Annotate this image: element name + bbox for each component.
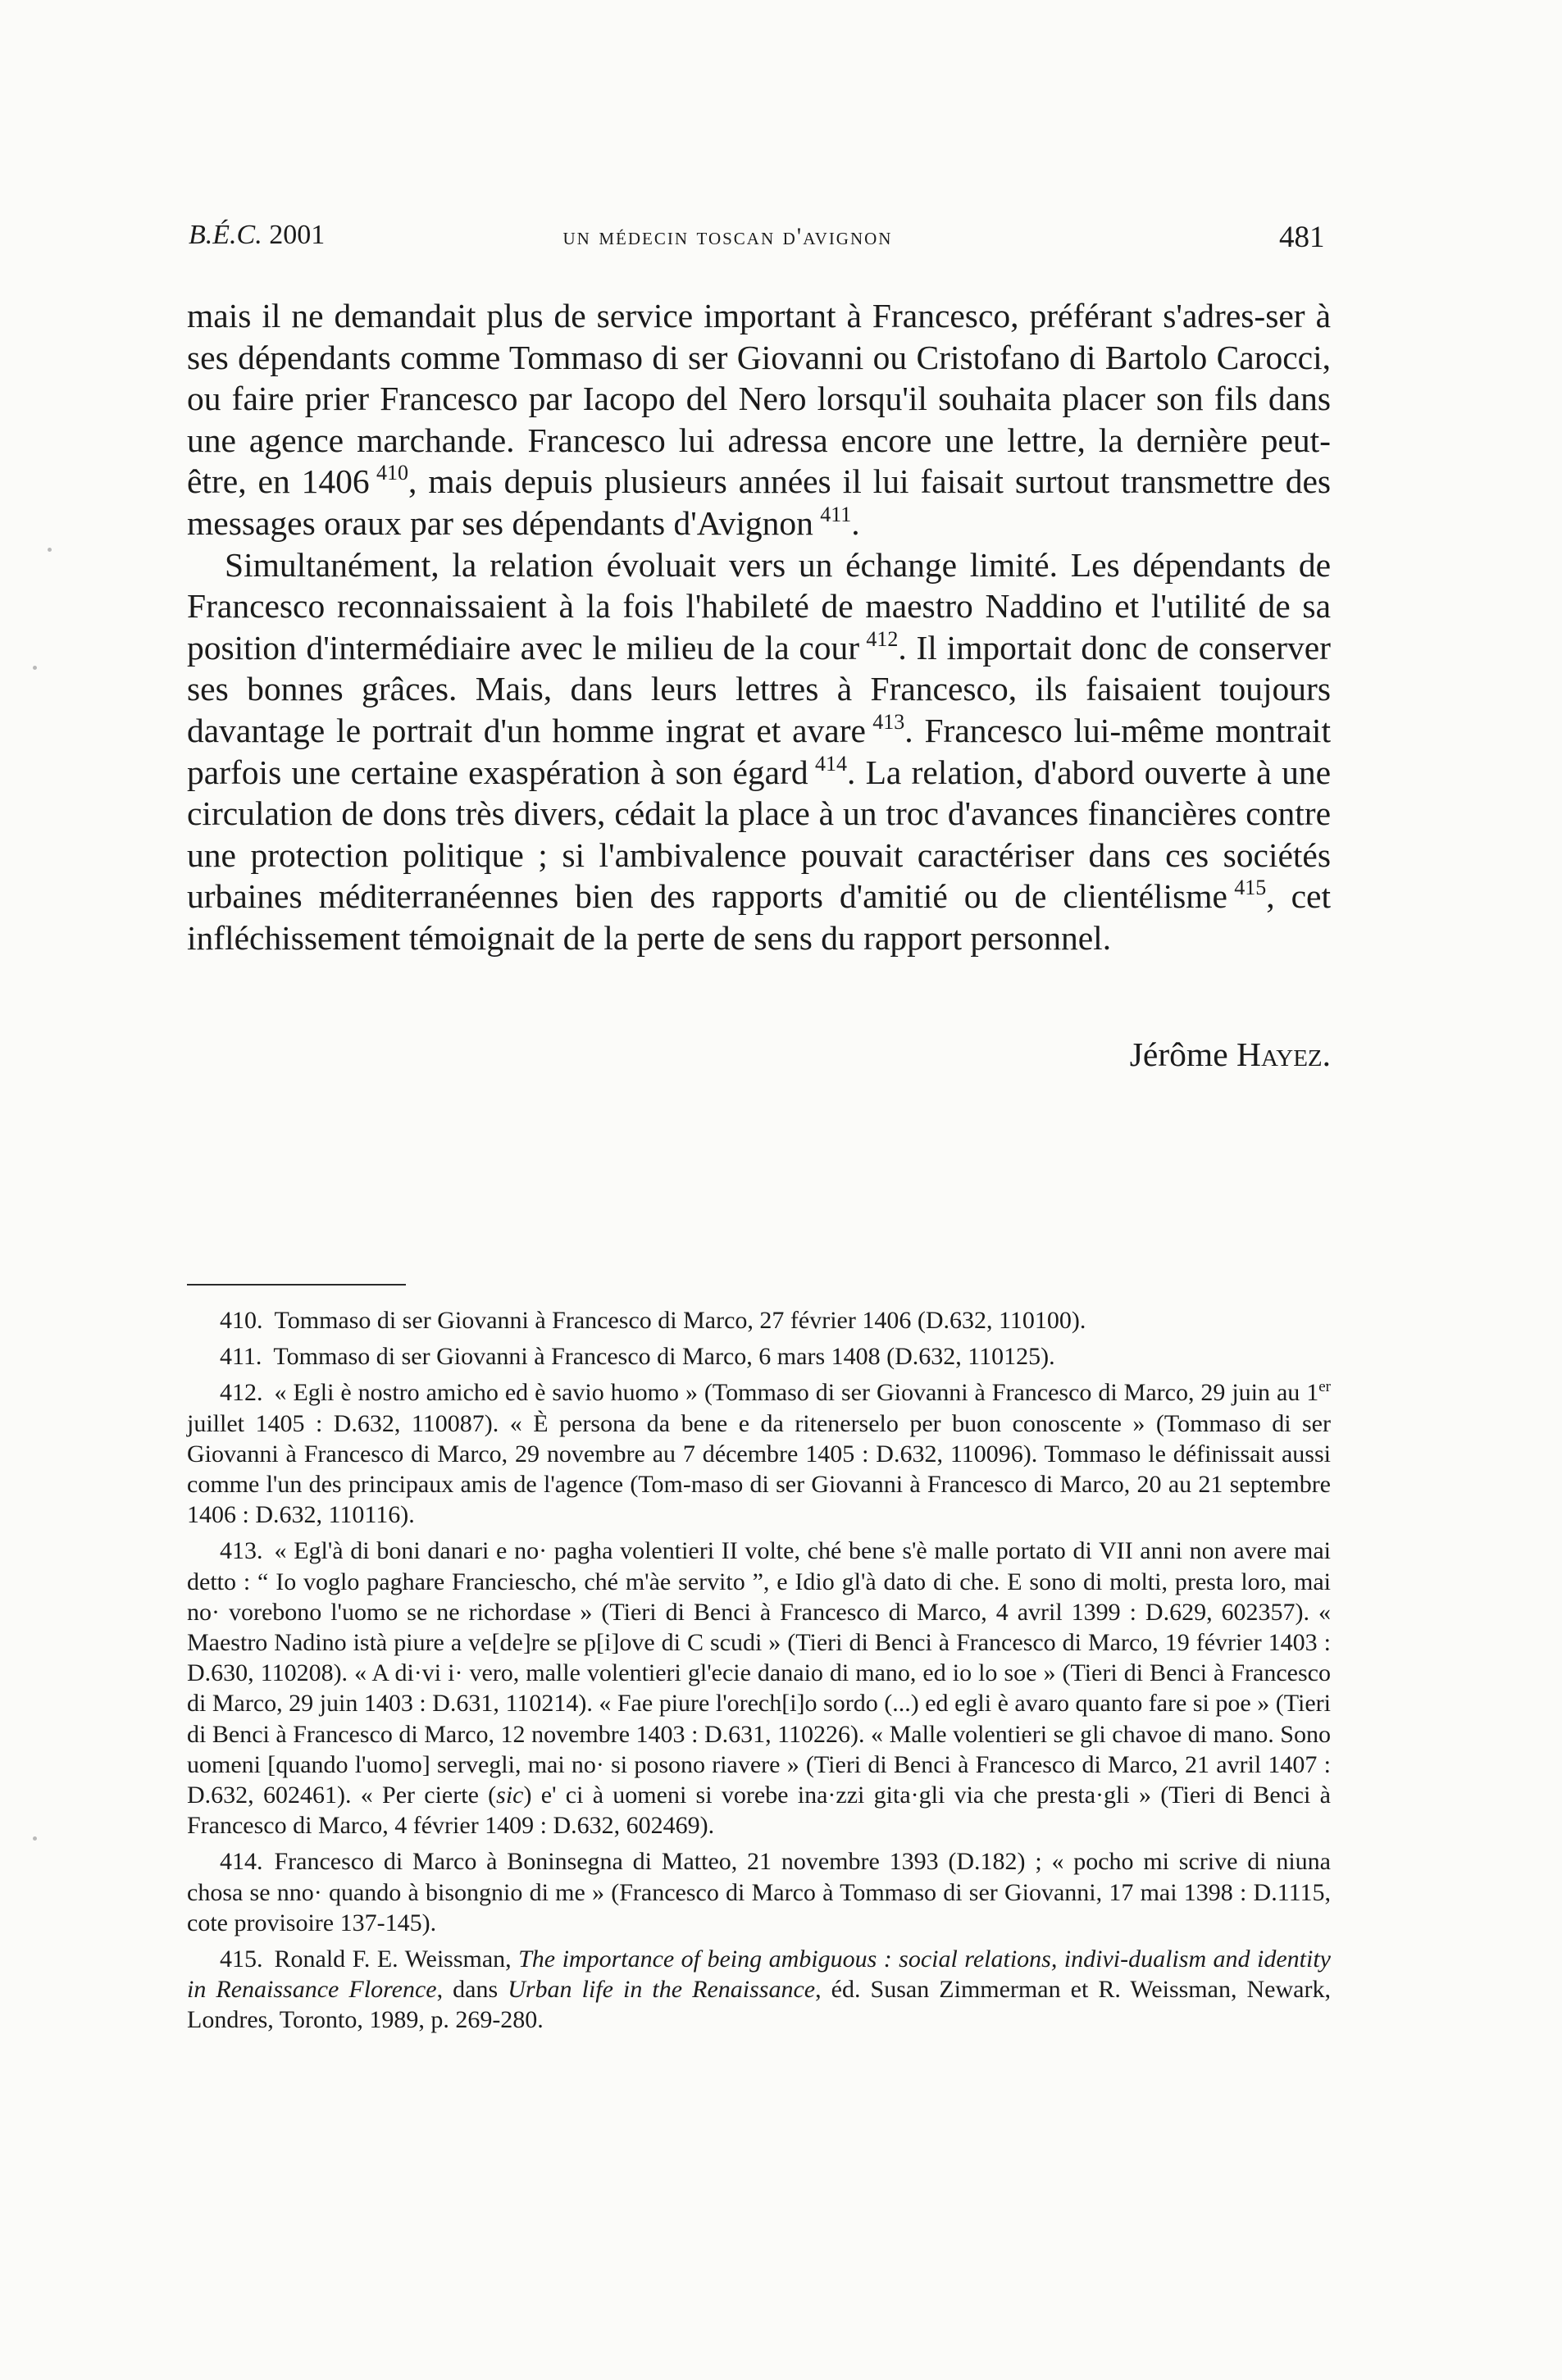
footnote-410 [187,1305,1331,1336]
footnote-text-b: , dans [436,1976,508,2004]
paragraph-1-text-b: , mais depuis plusieurs années il lui faisait surtout transmettre des messages oraux par ses dépendants d'Avignon [187,462,1332,542]
footnote-italic-title: Urban life in the Renaissance [508,1976,816,2004]
footnote-italic-title: The importance of being ambiguous : social relations, indivi-dualism and identity in Renaissance Florence [187,1945,1331,2004]
paragraph-2-text-e: , cet infléchissement témoignait de la perte de sens du rapport personnel. [187,877,1331,957]
footnote-ref-415[interactable]: 415 [1234,876,1267,900]
footnote-ref-413[interactable]: 413 [872,709,905,734]
footnote-text: Tommaso di ser Giovanni à Francesco di Marco, 27 février 1406 (D.632, 110100). [274,1307,1086,1334]
paragraph-1-text-c: . [851,503,860,542]
scan-speck [33,1836,37,1841]
footnote-text-a: « Egl'à di boni danari e no· pagha volentieri II volte, ché bene s'è malle portato di VII anni non avere mai detto : “ Io voglo paghare Franciescho, ché m'àe servito ”, e Idio gl'à dato di che. E sono di molti, presta loro, mai no· vorebono l'uomo se ne richordase » (Tieri di Benci à Francesco di Marco, 4 avril 1399 : D.629, 602357). « Maestro Nadino istà piure a ve[de]re se p[i]ove di C scudi » (Tieri di Benci à Francesco di Marco, 19 février 1403 : D.630, 110208). « A di·vi i· vero, malle volentieri gl'ecie danaio di mano, ed io lo soe » (Tieri di Benci à Francesco di Marco, 29 juin 1403 : D.631, 110214). « Fae piure l'orech[i]o sordo (...) ed egli è avaro quanto fare si poe » (Tieri di Benci à Francesco di Marco, 12 novembre 1403 : D.631, 110226). « Malle volentieri se gli chavoe di mano. Sono uomeni [quando l'uomo] servegli, mai no· si posono riavere » (Tieri di Benci à Francesco di Marco, 21 avril 1407 : D.632, 602461). « Per cierte ( [187,1537,1331,1809]
paragraph-2-text-a: Simultanément, la relation évoluait vers un échange limité. Les dépendants de Francesco reconnaissaient à la fois l'habileté de maestro Naddino et l'utilité de sa position d'intermédiaire avec le milieu de la cour [187,545,1331,667]
footnote-ref-412[interactable]: 412 [866,626,899,651]
footnotes [187,1305,1331,2041]
scan-speck [48,548,52,552]
paragraph-2-text-b: . Il importait donc de conserver ses bonnes grâces. Mais, dans leurs lettres à Francesco, ils faisaient toujours davantage le portrait d'un homme ingrat et avare [187,628,1331,749]
paragraph-1-text-a: mais il ne demandait plus de service important à Francesco, préférant s'adres-ser à ses dépendants comme Tommaso di ser Giovanni ou Cristofano di Bartolo Carocci, ou faire prier Francesco par Iacopo del Nero lorsqu'il souhaita placer son fils dans une agence marchande. Francesco lui adressa encore une lettre, la dernière peut-être, en 1406 [187,297,1331,501]
journal-abbreviation: B.É.C. [189,220,262,250]
footnote-number: 413. [220,1537,263,1565]
footnote-text-b: ) e' ci à uomeni si vorebe ina·zzi gita·gli via che presta·gli » (Tieri di Benci à Francesco di Marco, 4 février 1409 : D.632, 602469). [187,1782,1331,1840]
body-text [187,295,1331,959]
footnote-separator [187,1284,406,1286]
page-number: 481 [1279,221,1325,254]
footnote-number: 412. [220,1379,263,1407]
footnote-ref-414[interactable]: 414 [814,751,847,776]
signature-last-name: Hayez. [1236,1035,1331,1073]
footnote-ref-410[interactable]: 410 [376,461,408,485]
footnote-414 [187,1846,1331,1938]
paragraph-2-text-d: . La relation, d'abord ouverte à une circulation de dons très divers, cédait la place à un troc d'avances financières contre une protection politique ; si l'ambivalence pouvait caractériser dans ces sociétés urbaines méditerranéennes bien des rapports d'amitié ou de clientélisme [187,753,1332,916]
scan-speck [33,666,37,670]
footnote-text-a: « Egli è nostro amicho ed è savio huomo » (Tommaso di ser Giovanni à Francesco di Marco, 29 juin au 1 [274,1379,1319,1407]
paragraph-2 [187,544,1331,959]
running-title-text: un médecin toscan d'avignon [562,223,893,250]
footnote-number: 415. [220,1945,263,1973]
footnote-ref-411[interactable]: 411 [820,502,852,526]
footnote-italic-sic: sic [496,1782,524,1809]
signature-first-name: Jérôme [1129,1035,1228,1073]
footnote-412 [187,1377,1331,1530]
footnote-text-c: , éd. Susan Zimmerman et R. Weissman, Newark, Londres, Toronto, 1989, p. 269-280. [187,1976,1331,2034]
footnote-413 [187,1536,1331,1841]
footnote-superscript: er [1318,1378,1331,1396]
footnote-number: 414. [220,1848,263,1876]
author-signature [187,1035,1331,1074]
paragraph-2-text-c: . Francesco lui-même montrait parfois une certaine exaspération à son égard [187,711,1331,791]
footnote-text-a: Ronald F. E. Weissman, [274,1945,519,1973]
footnote-text: Tommaso di ser Giovanni à Francesco di Marco, 6 mars 1408 (D.632, 110125). [273,1343,1055,1371]
footnote-411 [187,1341,1331,1372]
footnote-number: 410. [220,1307,263,1334]
footnote-number: 411. [220,1343,262,1371]
paragraph-1 [187,295,1331,544]
footnote-text-b: juillet 1405 : D.632, 110087). « È persona da bene e da ritenerselo per buon conoscente » (Tommaso di ser Giovanni à Francesco di Marco, 29 novembre au 7 décembre 1405 : D.632, 110096). Tommaso le définissait aussi comme l'un des principaux amis de l'agence (Tom-maso di ser Giovanni à Francesco di Marco, 20 au 21 septembre 1406 : D.632, 110116). [187,1409,1331,1529]
footnote-415 [187,1944,1331,2036]
running-title [0,223,1562,251]
footnote-text: Francesco di Marco à Boninsegna di Matteo, 21 novembre 1393 (D.182) ; « pocho mi scrive di niuna chosa se nno· quando à bisongnio di me » (Francesco di Marco à Tommaso di ser Giovanni, 17 mai 1398 : D.1115, cote provisoire 137-145). [187,1848,1331,1936]
journal-year: 2001 [269,220,326,250]
